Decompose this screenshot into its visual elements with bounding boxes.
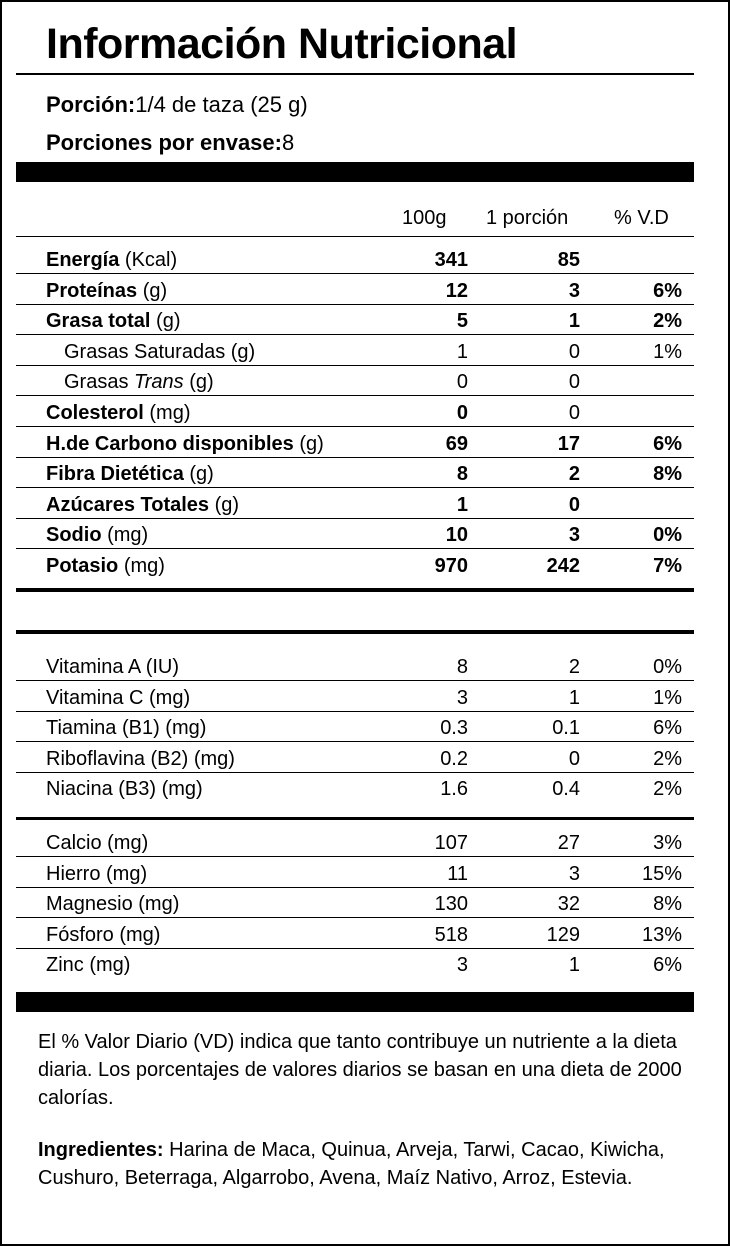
thick-divider-top	[16, 162, 694, 182]
section-divider-2	[16, 630, 694, 634]
nutrient-name: Magnesio (mg)	[46, 893, 180, 916]
value-per-portion: 1	[568, 686, 580, 709]
table-row	[16, 651, 694, 681]
value-per-100g: 0.3	[440, 717, 468, 740]
value-daily-percent: 6%	[653, 432, 682, 455]
column-header-portion: 1 porción	[486, 207, 569, 229]
nutrient-name	[46, 402, 190, 425]
nutrient-label: Potasio	[46, 555, 119, 577]
nutrient-unit: (g)	[230, 340, 256, 363]
value-per-100g: 1.6	[440, 778, 468, 801]
nutrient-unit: (mg)	[123, 555, 165, 577]
value-daily-percent: 3%	[653, 832, 682, 854]
nutrient-name	[46, 433, 324, 456]
nutrient-label: Sodio	[46, 524, 102, 547]
nutrient-name: Vitamina C (mg)	[46, 686, 191, 709]
table-row	[16, 458, 694, 488]
servings-per-container	[46, 130, 294, 156]
nutrient-label: Grasas Saturadas	[64, 340, 226, 363]
value-per-100g: 69	[445, 432, 468, 455]
nutrient-name: Fósforo (mg)	[46, 923, 161, 946]
table-row	[16, 888, 694, 918]
nutrient-label: Grasas	[64, 371, 129, 394]
nutrient-label: H.de Carbono disponibles	[46, 432, 294, 455]
value-per-portion: 0	[568, 402, 580, 424]
table-row	[16, 773, 694, 803]
value-per-portion: 32	[557, 893, 580, 916]
title-divider	[16, 73, 694, 75]
table-row	[16, 827, 694, 857]
table-row	[16, 682, 694, 712]
value-daily-percent: 2%	[653, 310, 682, 333]
nutrient-name	[46, 280, 167, 303]
value-per-100g: 8	[456, 463, 468, 486]
table-row	[16, 275, 694, 305]
nutrient-unit: (g)	[142, 279, 168, 302]
value-daily-percent: 1%	[653, 340, 682, 363]
table-row	[16, 550, 694, 580]
table-row	[16, 305, 694, 335]
value-daily-percent: 1%	[653, 686, 682, 709]
value-daily-percent: 7%	[653, 555, 682, 577]
ingredients	[38, 1136, 698, 1192]
value-per-100g: 8	[456, 656, 468, 678]
value-daily-percent: 15%	[641, 862, 682, 885]
value-per-portion: 129	[546, 923, 580, 946]
serving-size	[46, 92, 308, 118]
daily-value-footnote: El % Valor Diario (VD) indica que tanto contribuye un nutriente a la dieta diaria. Los porcentajes de valores diarios se basan en una dieta de 2000 calorías.	[38, 1031, 682, 1109]
nutrient-unit: (g)	[299, 432, 324, 455]
table-row	[16, 519, 694, 549]
value-per-100g: 0	[456, 371, 468, 394]
serving-size-value: 1/4 de taza (25 g)	[135, 92, 308, 117]
value-per-100g: 1	[456, 493, 468, 516]
value-per-portion: 0	[568, 747, 580, 770]
nutrient-label: Energía	[46, 249, 120, 271]
nutrient-name	[46, 310, 181, 333]
table-row	[16, 919, 694, 949]
value-daily-percent: 6%	[653, 954, 682, 977]
nutrient-unit: (mg)	[149, 402, 191, 424]
table-row	[16, 949, 694, 979]
value-per-portion: 0	[568, 371, 580, 394]
nutrient-name	[46, 463, 214, 486]
nutrient-unit: (Kcal)	[124, 249, 178, 271]
value-daily-percent: 8%	[653, 893, 682, 916]
value-daily-percent: 0%	[653, 656, 682, 678]
nutrient-name	[46, 249, 177, 272]
value-daily-percent: 0%	[653, 524, 682, 547]
value-per-portion: 3	[568, 524, 580, 547]
section-divider-3	[16, 817, 694, 820]
value-per-portion: 3	[568, 862, 580, 885]
table-row	[16, 336, 694, 366]
table-row	[16, 397, 694, 427]
nutrient-unit: (g)	[189, 463, 214, 486]
nutrient-unit: (mg)	[107, 524, 149, 547]
nutrient-label: Proteínas	[46, 279, 138, 302]
column-header-vd: % V.D	[614, 207, 669, 229]
value-daily-percent: 2%	[653, 747, 682, 770]
nutrient-name: Hierro (mg)	[46, 862, 148, 885]
value-per-portion: 0.4	[552, 778, 580, 801]
nutrient-unit: (g)	[189, 371, 214, 394]
value-daily-percent: 6%	[653, 717, 682, 740]
nutrient-name: Calcio (mg)	[46, 832, 149, 854]
nutrient-name	[64, 341, 255, 364]
nutrient-label: Azúcares Totales	[46, 493, 210, 516]
table-row	[16, 366, 694, 396]
table-row	[16, 244, 694, 274]
value-per-portion: 0.1	[552, 717, 580, 740]
servings-per-container-value: 8	[281, 130, 295, 155]
value-per-100g: 11	[447, 862, 468, 885]
thick-divider-bottom	[16, 992, 694, 1012]
value-per-100g: 0	[456, 402, 468, 424]
value-daily-percent: 8%	[653, 463, 682, 486]
value-per-100g: 518	[434, 923, 468, 946]
value-per-100g: 3	[456, 954, 468, 977]
column-header-100g: 100g	[402, 207, 447, 229]
nutrient-unit: (g)	[214, 493, 240, 516]
nutrient-name: Riboflavina (B2) (mg)	[46, 747, 235, 770]
value-per-100g: 341	[434, 249, 468, 271]
table-row	[16, 743, 694, 773]
header-divider	[16, 236, 694, 237]
nutrient-name	[64, 371, 214, 394]
value-per-portion: 2	[568, 463, 580, 486]
serving-size-label: Porción:	[46, 92, 136, 117]
value-daily-percent: 2%	[653, 778, 682, 801]
nutrient-label: Grasa total	[46, 310, 151, 333]
ingredients-label: Ingredientes:	[38, 1139, 164, 1161]
value-daily-percent: 6%	[653, 279, 682, 302]
value-per-portion: 242	[546, 555, 580, 577]
nutrient-name: Niacina (B3) (mg)	[46, 778, 203, 801]
label-title: Información Nutricional	[46, 20, 518, 68]
nutrient-label: Colesterol	[46, 402, 144, 424]
nutrient-name	[46, 494, 239, 517]
nutrient-name	[46, 555, 165, 578]
value-per-portion: 17	[557, 432, 580, 455]
value-per-portion: 0	[568, 340, 580, 363]
value-per-100g: 12	[445, 279, 468, 302]
value-per-portion: 85	[557, 249, 580, 271]
ingredients-list: Harina de Maca, Quinua, Arveja, Tarwi, Cacao, Kiwicha, Cushuro, Beterraga, Algarrobo, Avena, Maíz Nativo, Arroz, Estevia.	[38, 1139, 665, 1189]
nutrient-label: Fibra Dietética	[46, 463, 184, 486]
value-daily-percent: 13%	[641, 923, 682, 946]
value-per-portion: 0	[568, 493, 580, 516]
value-per-portion: 3	[568, 279, 580, 302]
value-per-100g: 970	[434, 555, 468, 577]
value-per-portion: 27	[557, 832, 580, 854]
table-row	[16, 712, 694, 742]
value-per-100g: 130	[434, 893, 468, 916]
table-row	[16, 428, 694, 458]
nutrient-name: Vitamina A (IU)	[46, 656, 180, 678]
nutrient-label-italic: Trans	[134, 371, 184, 394]
value-per-100g: 0.2	[440, 747, 468, 770]
table-row	[16, 858, 694, 888]
nutrient-name: Zinc (mg)	[46, 954, 131, 977]
value-per-100g: 107	[434, 832, 468, 854]
section-divider-1	[16, 588, 694, 592]
value-per-100g: 10	[445, 524, 468, 547]
nutrient-unit: (g)	[156, 310, 181, 333]
value-per-100g: 1	[456, 340, 468, 363]
value-per-portion: 2	[568, 656, 580, 678]
nutrient-name	[46, 524, 148, 547]
table-row	[16, 489, 694, 519]
value-per-portion: 1	[568, 954, 580, 977]
nutrient-name: Tiamina (B1) (mg)	[46, 717, 207, 740]
value-per-100g: 3	[456, 686, 468, 709]
value-per-100g: 5	[456, 310, 468, 333]
servings-per-container-label: Porciones por envase:	[46, 130, 282, 155]
value-per-portion: 1	[568, 310, 580, 333]
